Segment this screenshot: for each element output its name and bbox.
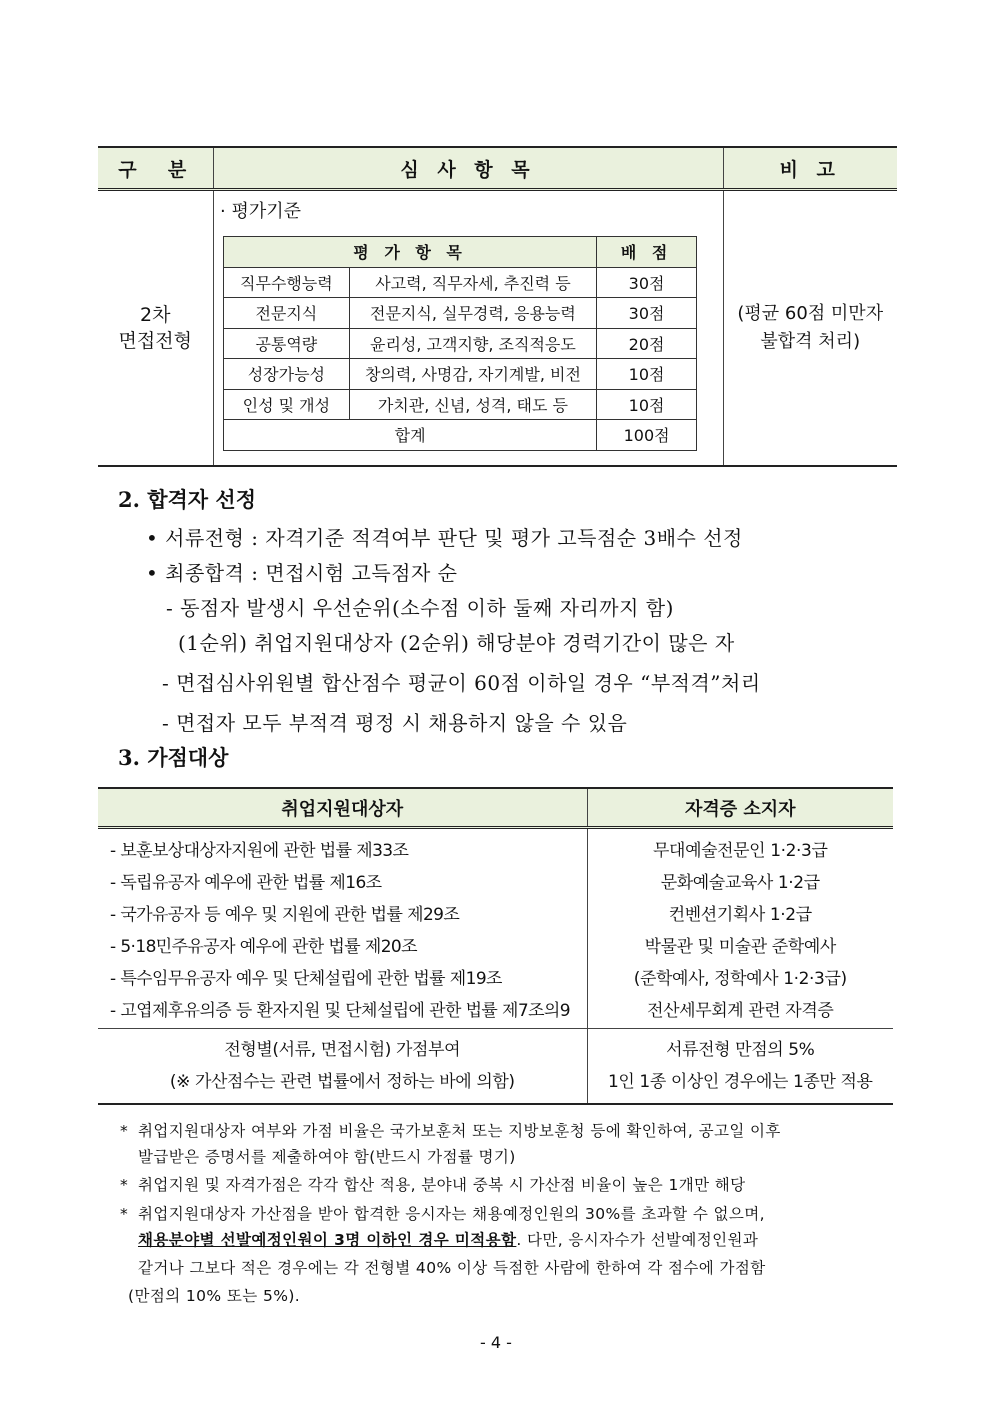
law-item: - 특수임무유공자 예우 및 단체설립에 관한 법률 제19조 [110, 969, 502, 989]
section3-title: 3. 가점대상 [118, 745, 229, 770]
evaluation-table-header [224, 237, 697, 268]
eval-item: 직무수행능력 [224, 267, 350, 298]
section2-line: (1순위) 취업지원대상자 (2순위) 해당분야 경력기간이 많은 자 [178, 631, 735, 655]
footnote-text: . 다만, 응시자수가 선발예정인원과 [516, 1231, 759, 1249]
eval-detail: 창의력, 사명감, 자기계발, 비전 [349, 359, 596, 390]
footnote-star: * [120, 1122, 129, 1140]
footnote [120, 1171, 900, 1199]
footnote-text: (만점의 10% 또는 5%). [128, 1287, 301, 1305]
law-list [98, 829, 587, 1027]
bonus-right-line1: 서류전형 만점의 5% [666, 1040, 815, 1060]
section2-line: - 동점자 발생시 우선순위(소수점 이하 둘째 자리까지 함) [166, 596, 674, 620]
law-item: - 보훈보상대상자지원에 관한 법률 제33조 [110, 841, 409, 861]
footnote-text: 취업지원대상자 여부와 가점 비율은 국가보훈처 또는 지방보훈청 등에 확인하여, 공고일 이후 [138, 1122, 781, 1140]
bonus-left-line1: 전형별(서류, 면접시험) 가점부여 [224, 1040, 461, 1060]
category-line2: 면접전형 [118, 330, 192, 352]
cert-item: 박물관 및 미술관 준학예사 [644, 937, 836, 957]
category-line1: 2차 [140, 304, 171, 326]
eval-score: 30점 [597, 267, 697, 298]
criteria-label: · 평가기준 [220, 201, 301, 222]
eval-detail: 가치관, 신념, 성격, 태도 등 [349, 389, 596, 420]
law-item: - 5·18민주유공자 예우에 관한 법률 제20조 [110, 937, 417, 957]
header-employment-support: 취업지원대상자 [98, 788, 587, 828]
bonus-right-line2: 1인 1종 이상인 경우에는 1종만 적용 [607, 1072, 873, 1092]
eval-score: 20점 [597, 328, 697, 359]
eval-detail: 사고력, 직무자세, 추진력 등 [349, 267, 596, 298]
section2-line: • 최종합격 : 면접시험 고득점자 순 [146, 561, 458, 585]
eval-row [224, 267, 697, 298]
law-item: - 고엽제후유의증 등 환자지원 및 단체설립에 관한 법률 제7조의9 [110, 1001, 570, 1021]
bonus-left-line2: (※ 가산점수는 관련 법률에서 정하는 바에 의함) [169, 1072, 515, 1092]
footnote-emphasis: 채용분야별 선발예정인원이 3명 이하인 경우 미적용함 [138, 1231, 517, 1249]
footnote [120, 1117, 900, 1145]
footnote-continued [120, 1143, 900, 1171]
footnote-star: * [120, 1176, 129, 1194]
eval-item: 성장가능성 [224, 359, 350, 390]
cert-item: 컨벤션기획사 1·2급 [668, 905, 812, 925]
bonus-table-row [98, 1029, 893, 1105]
footnote-text: 발급받은 증명서를 제출하여야 함(반드시 가점률 명기) [138, 1148, 516, 1166]
bonus-table-header [98, 788, 893, 828]
eval-row [224, 359, 697, 390]
footnote-continued [120, 1254, 900, 1282]
bonus-table [98, 787, 893, 1105]
law-item: - 독립유공자 예우에 관한 법률 제16조 [110, 873, 382, 893]
eval-total-row [224, 420, 697, 451]
header-category: 구 분 [98, 147, 213, 190]
eval-item: 인성 및 개성 [224, 389, 350, 420]
section2-line: • 서류전형 : 자격기준 적격여부 판단 및 평가 고득점순 3배수 선정 [146, 526, 743, 550]
footnote-text: 같거나 그보다 적은 경우에는 각 전형별 40% 이상 득점한 사람에 한하여 각 점수에 가점함 [138, 1259, 766, 1277]
bonus-table-row [98, 828, 893, 1029]
header-remarks: 비 고 [723, 147, 897, 190]
eval-score: 10점 [597, 359, 697, 390]
eval-item: 전문지식 [224, 298, 350, 329]
bonus-left-cell [98, 1029, 587, 1105]
header-certificate-holder: 자격증 소지자 [587, 788, 893, 828]
remarks-line1: (평균 60점 미만자 [737, 303, 884, 324]
eval-row [224, 298, 697, 329]
cert-item: 전산세무회계 관련 자격증 [647, 1001, 834, 1021]
cert-list [588, 829, 894, 1027]
cert-item: (준학예사, 정학예사 1·2·3급) [633, 969, 847, 989]
eval-header-score: 배 점 [597, 237, 697, 268]
header-items: 심 사 항 목 [213, 147, 723, 190]
footnote-text: 취업지원 및 자격가점은 각각 합산 적용, 분야내 중복 시 가산점 비율이 높은 1개만 해당 [138, 1176, 746, 1194]
law-item: - 국가유공자 등 예우 및 지원에 관한 법률 제29조 [110, 905, 460, 925]
section2-line: - 면접자 모두 부적격 평정 시 채용하지 않을 수 있음 [162, 711, 628, 735]
section2-title: 2. 합격자 선정 [118, 487, 256, 512]
eval-score: 30점 [597, 298, 697, 329]
eval-total-score: 100점 [597, 420, 697, 451]
eval-item: 공통역량 [224, 328, 350, 359]
evaluation-table [223, 236, 697, 451]
page-number: - 4 - [480, 1333, 512, 1352]
eval-row [224, 328, 697, 359]
remarks-cell [723, 190, 897, 467]
eval-detail: 윤리성, 고객지향, 조직적응도 [349, 328, 596, 359]
eval-header-item: 평 가 항 목 [224, 237, 597, 268]
certs-cell [587, 828, 893, 1029]
footnote-text: 취업지원대상자 가산점을 받아 합격한 응시자는 채용예정인원의 30%를 초과할 수 없으며, [138, 1205, 765, 1223]
eval-detail: 전문지식, 실무경력, 응용능력 [349, 298, 596, 329]
eval-row [224, 389, 697, 420]
footnote-continued [128, 1282, 908, 1310]
category-cell [98, 190, 213, 467]
eval-score: 10점 [597, 389, 697, 420]
screening-table-header [98, 147, 897, 190]
remarks-line2: 불합격 처리) [760, 331, 861, 352]
cert-item: 문화예술교육사 1·2급 [660, 873, 820, 893]
footnote [120, 1200, 900, 1228]
footnote-continued [120, 1226, 900, 1254]
eval-total-label: 합계 [224, 420, 597, 451]
section2-line: - 면접심사위원별 합산점수 평균이 60점 이하일 경우 “부적격”처리 [162, 671, 761, 695]
bonus-right-cell [587, 1029, 893, 1105]
laws-cell [98, 828, 587, 1029]
cert-item: 무대예술전문인 1·2·3급 [653, 841, 828, 861]
footnote-star: * [120, 1205, 129, 1223]
